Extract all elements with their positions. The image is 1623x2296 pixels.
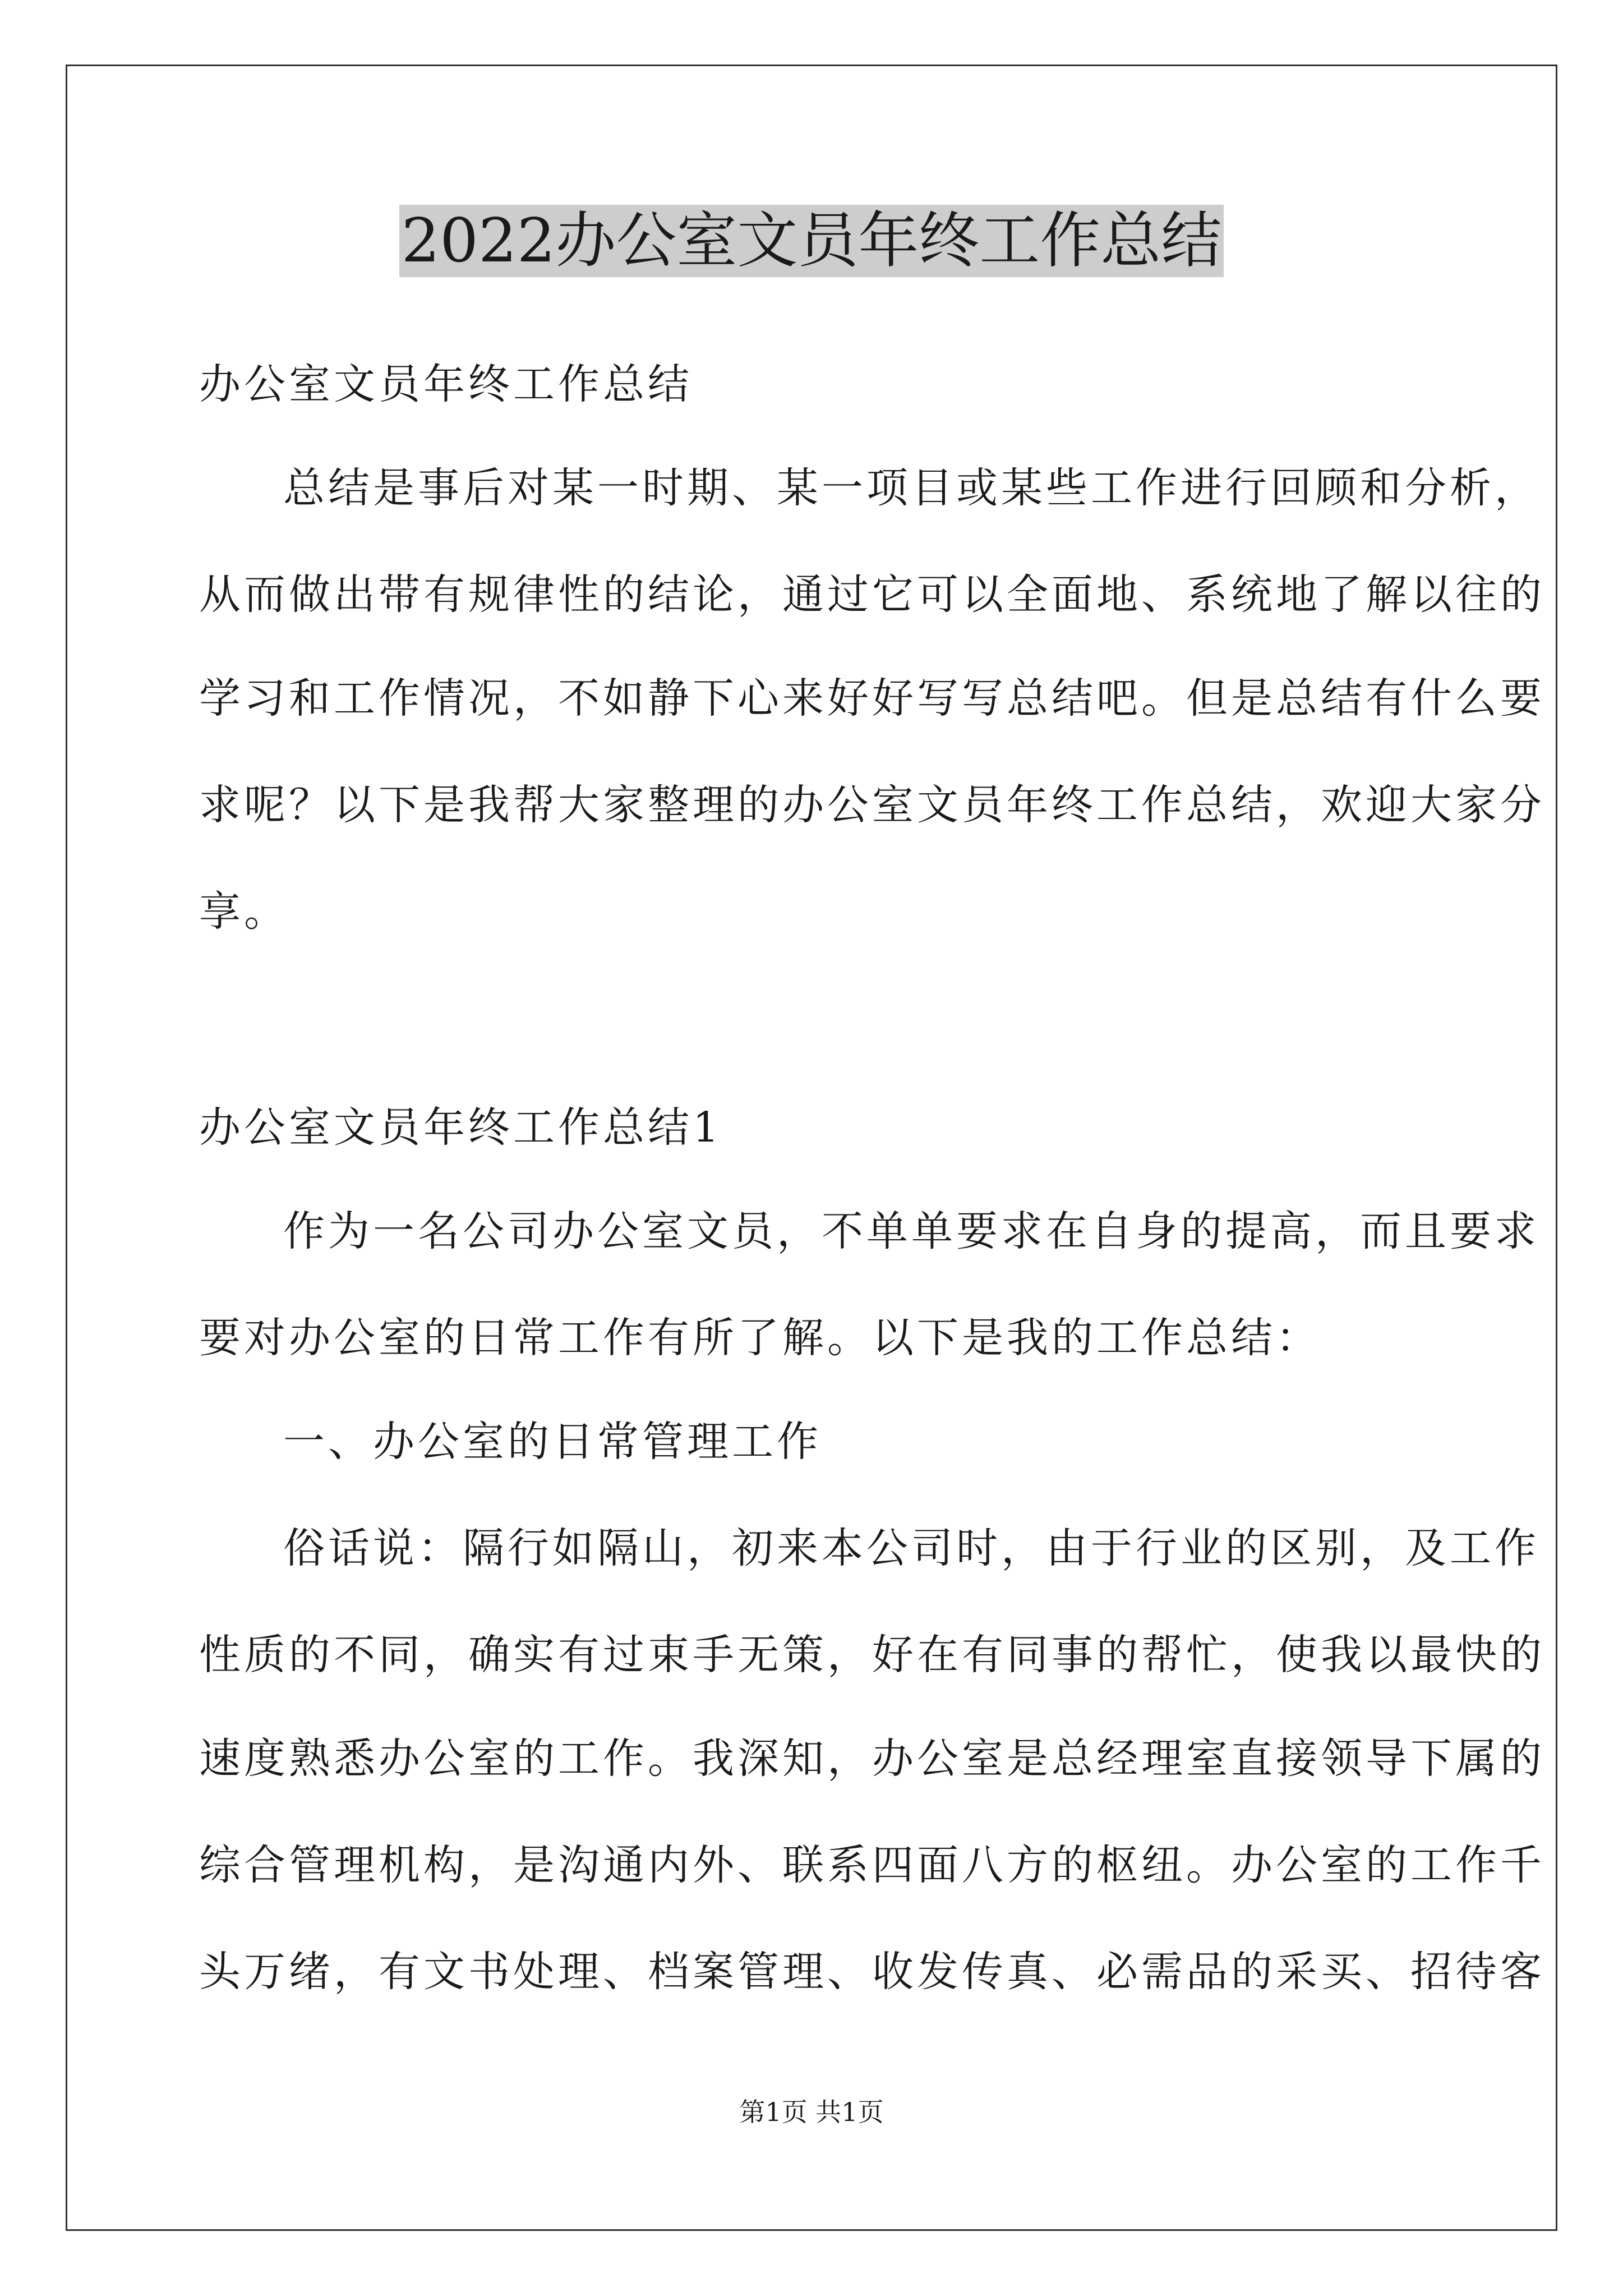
- document-title: [0, 202, 1623, 280]
- section-heading: 办公室文员年终工作总结1: [199, 1103, 723, 1152]
- paragraph-line: 头万绪，有文书处理、档案管理、收发传真、必需品的采买、招待客: [199, 1948, 1545, 1996]
- paragraph-line: 享。: [199, 887, 289, 936]
- paragraph-line: 综合管理机构，是沟通内外、联系四面八方的枢纽。办公室的工作千: [199, 1841, 1545, 1889]
- paragraph-line: 要对办公室的日常工作有所了解。以下是我的工作总结：: [199, 1314, 1321, 1362]
- paragraph-line: 作为一名公司办公室文员，不单单要求在自身的提高，而且要求: [283, 1207, 1539, 1255]
- subtitle-line: 办公室文员年终工作总结: [199, 360, 693, 408]
- paragraph-line: 速度熟悉办公室的工作。我深知，办公室是总经理室直接领导下属的: [199, 1734, 1545, 1783]
- paragraph-line: 求呢？以下是我帮大家整理的办公室文员年终工作总结，欢迎大家分: [199, 781, 1545, 829]
- paragraph-line: 学习和工作情况，不如静下心来好好写写总结吧。但是总结有什么要: [199, 674, 1545, 723]
- page-footer: 第1页 共1页: [739, 2097, 884, 2127]
- subsection-heading: 一、办公室的日常管理工作: [283, 1418, 822, 1466]
- paragraph-line: 性质的不同，确实有过束手无策，好在有同事的帮忙，使我以最快的: [199, 1631, 1545, 1679]
- paragraph-line: 俗话说：隔行如隔山，初来本公司时，由于行业的区别，及工作: [283, 1524, 1539, 1572]
- document-title-text: 2022办公室文员年终工作总结: [399, 205, 1224, 277]
- paragraph-line: 从而做出带有规律性的结论，通过它可以全面地、系统地了解以往的: [199, 570, 1545, 619]
- paragraph-line: 总结是事后对某一时期、某一项目或某些工作进行回顾和分析，: [283, 464, 1539, 512]
